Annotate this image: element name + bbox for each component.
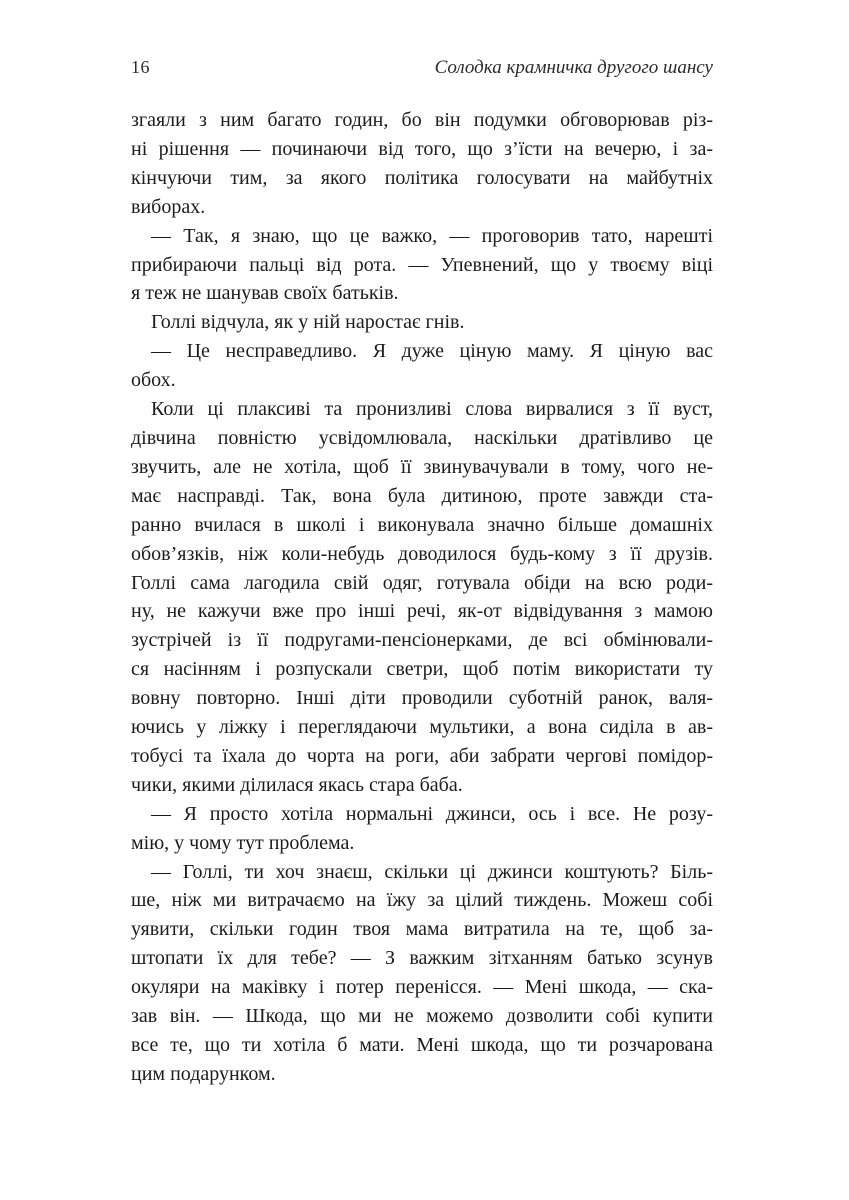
text-line: — Це несправедливо. Я дуже ціную маму. Я ціную вас bbox=[151, 340, 713, 363]
text-line: виборах. bbox=[131, 195, 206, 218]
text-line: ранно вчилася в школі і виконувала значно більше домашніх bbox=[131, 513, 713, 536]
text-line: Голлі відчула, як у ній наростає гнів. bbox=[151, 311, 465, 334]
text-line: уявити, скільки годин твоя мама витратила на те, щоб за- bbox=[131, 918, 713, 941]
text-line: Коли ці плаксиві та пронизливі слова вирвалися з її вуст, bbox=[151, 398, 713, 421]
text-line: цим подарунком. bbox=[131, 1062, 276, 1085]
text-line: ні рішення — починаючи від того, що з’їсти на вечерю, і за- bbox=[131, 137, 713, 160]
text-line: зустрічей із її подругами-пенсіонерками, де всі обмінювали- bbox=[131, 629, 713, 652]
text-line: — Я просто хотіла нормальні джинси, ось і все. Не розу- bbox=[151, 802, 713, 825]
text-line: обов’язків, ніж коли-небудь доводилося будь-кому з її друзів. bbox=[131, 542, 713, 565]
text-line: чики, якими ділилася якась стара баба. bbox=[131, 773, 463, 796]
text-line: ся насінням і розпускали светри, щоб потім використати ту bbox=[131, 658, 713, 681]
text-line: зав він. — Шкода, що ми не можемо дозволити собі купити bbox=[131, 1005, 713, 1028]
text-line: тобусі та їхала до чорта на роги, аби забрати чергові помідор- bbox=[131, 744, 713, 767]
page-body bbox=[131, 106, 713, 1089]
paragraph bbox=[131, 308, 713, 337]
paragraph bbox=[131, 337, 713, 395]
page-header bbox=[131, 57, 713, 79]
page-number: 16 bbox=[131, 57, 150, 77]
text-line: все те, що ти хотіла б мати. Мені шкода, що ти розчарована bbox=[131, 1034, 713, 1056]
text-line: ючись у ліжку і переглядаючи мультики, а вона сиділа в ав- bbox=[131, 716, 713, 739]
text-line: штопати їх для тебе? — З важким зітханням батько зсунув bbox=[131, 947, 713, 970]
paragraph bbox=[131, 800, 713, 858]
text-line: ну, не кажучи вже про інші речі, як-от відвідування з мамою bbox=[131, 600, 713, 623]
text-line: згаяли з ним багато годин, бо він подумки обговорював різ- bbox=[131, 109, 713, 131]
text-line: обох. bbox=[131, 369, 176, 392]
text-line: має насправді. Так, вона була дитиною, проте завжди ста- bbox=[131, 484, 713, 507]
paragraph bbox=[131, 395, 713, 800]
paragraph bbox=[131, 222, 713, 309]
text-line: окуляри на маківку і потер перенісся. — Мені шкода, — ска- bbox=[131, 976, 713, 999]
text-line: прибираючи пальці від рота. — Упевнений, що у твоєму віці bbox=[131, 253, 713, 276]
text-line: звучить, але не хотіла, щоб її звинувачували в тому, чого не- bbox=[131, 455, 713, 478]
text-line: — Голлі, ти хоч знаєш, скільки ці джинси коштують? Біль- bbox=[151, 860, 713, 883]
paragraph bbox=[131, 106, 713, 222]
text-line: мію, у чому тут проблема. bbox=[131, 831, 355, 854]
text-line: я теж не шанував своїх батьків. bbox=[131, 282, 399, 305]
text-line: кінчуючи тим, за якого політика голосувати на майбутніх bbox=[131, 166, 713, 189]
running-title: Солодка крамничка другого шансу bbox=[434, 57, 713, 78]
text-line: Голлі сама лагодила свій одяг, готувала обіди на всю роди- bbox=[131, 571, 713, 594]
text-line: ше, ніж ми витрачаємо на їжу за цілий тиждень. Можеш собі bbox=[131, 889, 713, 912]
text-line: — Так, я знаю, що це важко, — проговорив тато, нарешті bbox=[151, 224, 713, 247]
paragraph bbox=[131, 858, 713, 1089]
text-line: дівчина повністю усвідомлювала, наскільки дратівливо це bbox=[131, 426, 713, 449]
text-line: вовну повторно. Інші діти проводили суботній ранок, валя- bbox=[131, 687, 713, 710]
